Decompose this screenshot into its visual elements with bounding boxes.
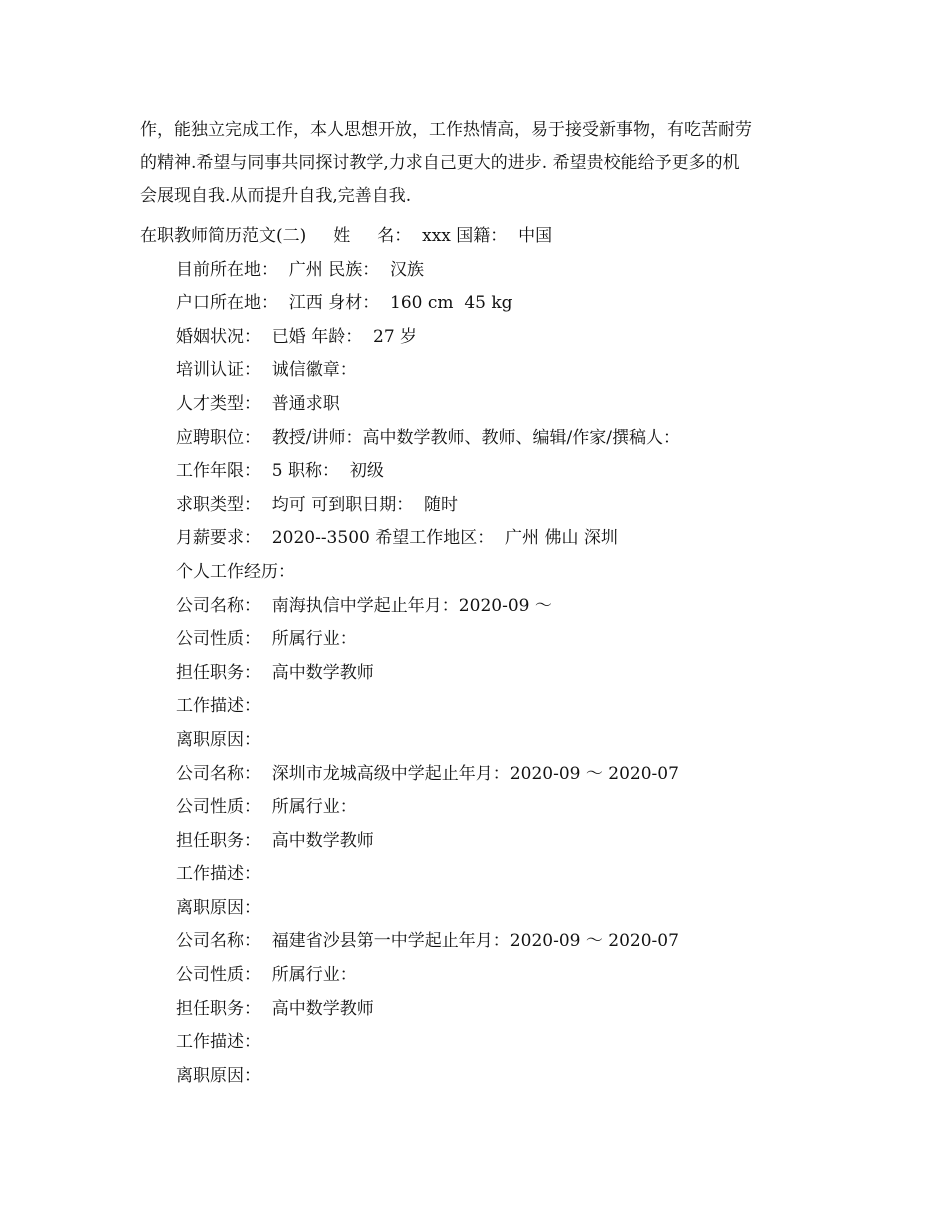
job-field-line: 公司名称： 福建省沙县第一中学起止年月：2020-09 ～ 2020-07 <box>176 931 679 952</box>
job-field-line: 担任职务： 高中数学教师 <box>176 998 374 1019</box>
job-field-line: 担任职务： 高中数学教师 <box>176 662 374 683</box>
resume-field-line: 月薪要求： 2020--3500 希望工作地区： 广州 佛山 深圳 <box>176 528 618 549</box>
job-field-line: 公司名称： 深圳市龙城高级中学起止年月：2020-09 ～ 2020-07 <box>176 763 679 784</box>
resume-field-line: 婚姻状况： 已婚 年龄： 27 岁 <box>176 326 418 347</box>
resume-field-line: 户口所在地： 江西 身材： 160 cm 45 kg <box>176 293 513 314</box>
job-field-line: 离职原因： <box>176 1065 261 1086</box>
paragraph-line: 作，能独立完成工作，本人思想开放，工作热情高，易于接受新事物，有吃苦耐劳 <box>140 120 752 140</box>
job-field-line: 工作描述： <box>176 696 261 717</box>
resume-field-line: 人才类型： 普通求职 <box>176 393 340 414</box>
job-field-line: 担任职务： 高中数学教师 <box>176 830 374 851</box>
paragraph-line: 的精神.希望与同事共同探讨教学,力求自己更大的进步. 希望贵校能给予更多的机 <box>140 153 740 173</box>
resume-field-line: 工作年限： 5 职称： 初级 <box>176 461 384 482</box>
resume-title-line: 在职教师简历范文(二) 姓 名： xxx 国籍： 中国 <box>140 226 553 246</box>
job-field-line: 离职原因： <box>176 897 261 918</box>
resume-field-line: 培训认证： 诚信徽章： <box>176 360 357 381</box>
job-field-line: 工作描述： <box>176 1032 261 1053</box>
paragraph-line: 会展现自我.从而提升自我,完善自我. <box>140 186 412 206</box>
resume-field-line: 求职类型： 均可 可到职日期： 随时 <box>176 494 459 515</box>
work-history-heading: 个人工作经历： <box>176 561 295 582</box>
resume-field-line: 目前所在地： 广州 民族： 汉族 <box>176 259 425 280</box>
intro-paragraph <box>140 114 820 213</box>
job-field-line: 公司性质： 所属行业： <box>176 797 357 818</box>
job-field-line: 公司名称： 南海执信中学起止年月：2020-09 ～ <box>176 595 552 616</box>
resume-field-line: 应聘职位： 教授/讲师：高中数学教师、教师、编辑/作家/撰稿人： <box>176 427 680 448</box>
job-field-line: 工作描述： <box>176 864 261 885</box>
job-field-line: 公司性质： 所属行业： <box>176 965 357 986</box>
job-field-line: 离职原因： <box>176 729 261 750</box>
job-field-line: 公司性质： 所属行业： <box>176 629 357 650</box>
resume-section <box>0 220 950 1093</box>
